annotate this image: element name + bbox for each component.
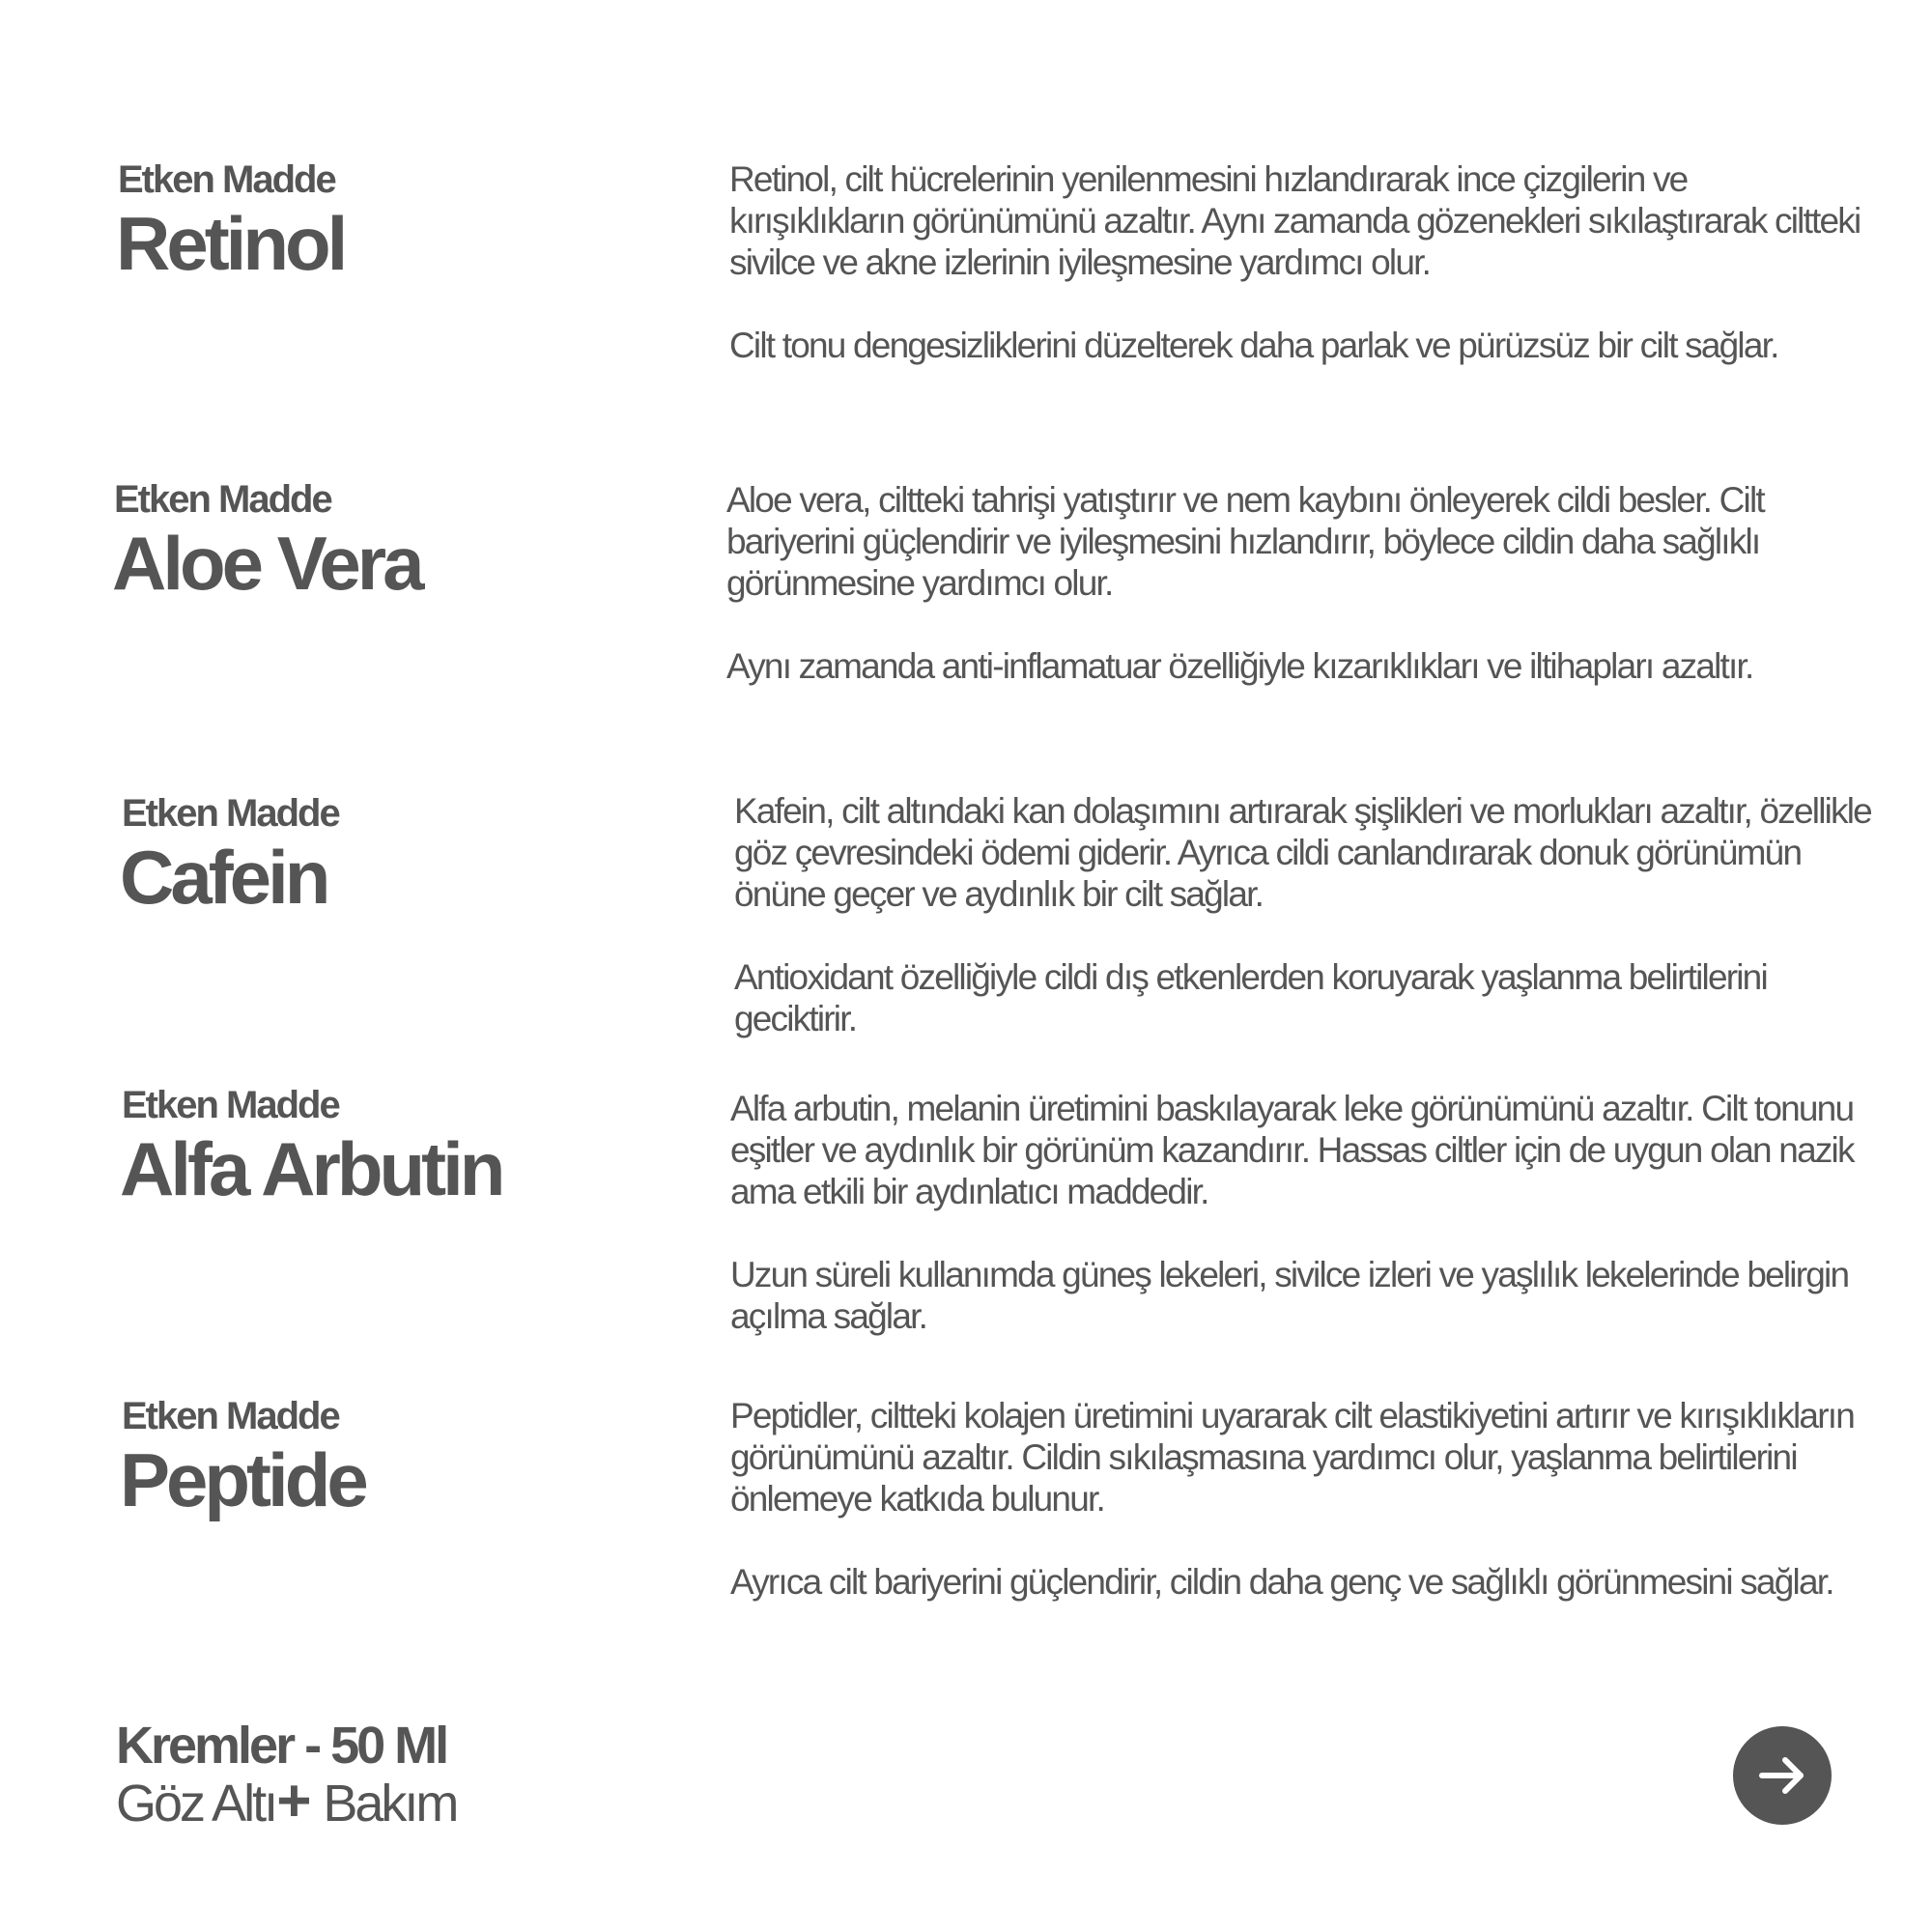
- description-paragraph: Kafein, cilt altındaki kan dolaşımını artırarak şişlikleri ve morlukları azaltır, özellikle göz çevresindeki ödemi giderir. Ayrıca cildi canlandırarak donuk görünümün önüne geçer ve aydınlık bir cilt sağlar.: [734, 791, 1871, 914]
- description-paragraph: Peptidler, ciltteki kolajen üretimini uyararak cilt elastikiyetini artırır ve kırışıklıkların görünümünü azaltır. Cildin sıkılaşmasına yardımcı olur, yaşlanma belirtilerini önlemeye katkıda bulunur.: [730, 1396, 1854, 1519]
- ingredient-label: Etken Madde: [122, 1084, 339, 1126]
- ingredient-description: [729, 158, 1869, 366]
- ingredient-name: Peptide: [120, 1437, 365, 1522]
- description-paragraph: Alfa arbutin, melanin üretimini baskılayarak leke görünümünü azaltır. Cilt tonunu eşitler ve aydınlık bir görünüm kazandırır. Hassas ciltler için de uygun olan nazik ama etkili bir aydınlatıcı maddedir.: [730, 1089, 1854, 1211]
- ingredient-description: [730, 1395, 1870, 1603]
- ingredient-name: Alfa Arbutin: [120, 1126, 502, 1211]
- description-paragraph: Aloe vera, ciltteki tahrişi yatıştırır ve nem kaybını önleyerek cildi besler. Cilt bariyerini güçlendirir ve iyileşmesini hızlandırır, böylece cildin daha sağlıklı görünmesine yardımcı olur.: [726, 480, 1764, 603]
- next-button[interactable]: [1733, 1726, 1832, 1825]
- ingredient-name: Aloe Vera: [112, 521, 421, 606]
- subtitle-right: Bakım: [311, 1775, 457, 1833]
- description-paragraph: Antioxidant özelliğiyle cildi dış etkenlerden koruyarak yaşlanma belirtilerini geciktirir.: [734, 957, 1767, 1038]
- description-paragraph: Aynı zamanda anti-inflamatuar özelliğiyle kızarıklıkları ve iltihapları azaltır.: [726, 646, 1753, 686]
- description-paragraph: Retinol, cilt hücrelerinin yenilenmesini hızlandırarak ince çizgilerin ve kırışıklıkların görünümünü azaltır. Aynı zamanda gözenekleri sıkılaştırarak ciltteki sivilce ve akne izlerinin iyileşmesine yardımcı olur.: [729, 159, 1861, 282]
- ingredient-name: Retinol: [116, 201, 345, 286]
- ingredient-label: Etken Madde: [118, 158, 335, 201]
- ingredient-name: Cafein: [120, 835, 327, 920]
- description-paragraph: Cilt tonu dengesizliklerini düzelterek daha parlak ve pürüzsüz bir cilt sağlar.: [729, 326, 1778, 365]
- ingredient-description: [726, 479, 1866, 687]
- plus-icon: +: [275, 1768, 308, 1834]
- ingredient-label: Etken Madde: [122, 792, 339, 835]
- ingredient-description: [730, 1088, 1870, 1337]
- description-paragraph: Uzun süreli kullanımda güneş lekeleri, sivilce izleri ve yaşlılık lekelerinde belirgin açılma sağlar.: [730, 1255, 1849, 1336]
- product-subtitle: [116, 1768, 457, 1834]
- ingredient-label: Etken Madde: [114, 478, 331, 521]
- product-title: Kremler - 50 Ml: [116, 1717, 447, 1775]
- ingredient-description: [734, 790, 1874, 1039]
- subtitle-left: Göz Altı: [116, 1775, 276, 1833]
- arrow-right-icon: [1754, 1747, 1810, 1804]
- ingredient-label: Etken Madde: [122, 1395, 339, 1437]
- description-paragraph: Ayrıca cilt bariyerini güçlendirir, cildin daha genç ve sağlıklı görünmesini sağlar.: [730, 1562, 1833, 1602]
